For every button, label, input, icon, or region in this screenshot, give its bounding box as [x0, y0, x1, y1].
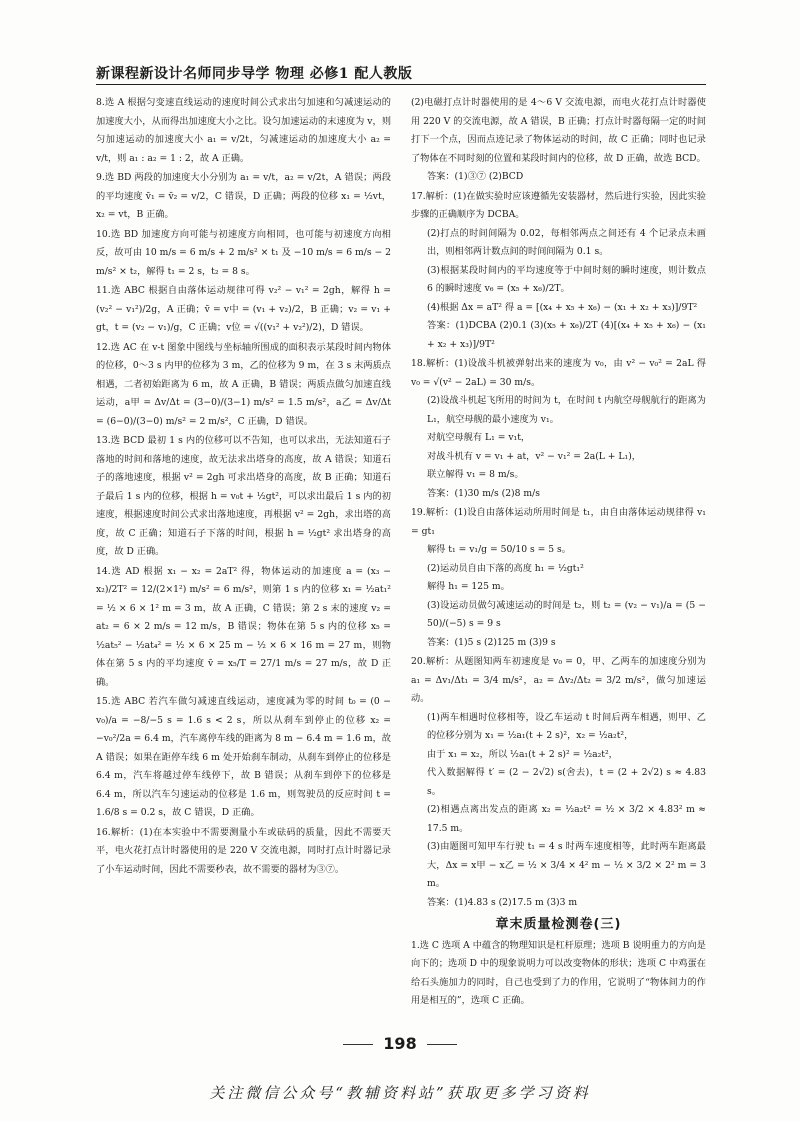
solution-line: 9.选 BD 两段的加速度大小分别为 a₁ = v/t，a₂ = v/2t，A 错误；两段的平均速度 v̄₁ = v̄₂ = v/2，C 错误，D 正确；两段的位移 x₁ = ½vt，x₂ = vt，B 正确。: [96, 172, 391, 220]
solution-line: 解得 t₁ = v₁/g = 50/10 s = 5 s。: [427, 544, 571, 555]
solution-line: 1.选 C 选项 A 中蕴含的物理知识是杠杆原理；选项 B 说明重力的方向是向下的；选项 D 中的现象说明力可以改变物体的形状；选项 C 中鸡蛋在给石头施加力的同时，自己也受到了力的作用，它说明了“物体间力的作用是相互的”，选项 C 正确。: [411, 939, 706, 1006]
footer-note: 关注微信公众号“教辅资料站”获取更多学习资料: [209, 1084, 591, 1102]
solution-line: 答案：(1)DCBA (2)0.1 (3)(x₅ + x₆)/2T (4)[(x₄ + x₅ + x₆) − (x₁ + x₂ + x₃)]/9T²: [427, 320, 706, 350]
running-header: 新课程新设计名师同步导学 物理 必修1 配人教版: [96, 66, 413, 82]
solution-item-16b: [411, 94, 706, 187]
solution-item-9: [96, 169, 391, 225]
solution-item-12: [96, 339, 391, 432]
solution-item-11: [96, 282, 391, 338]
solution-item-s1: [411, 937, 706, 1011]
page-number-text: 198: [383, 1034, 417, 1053]
solution-line: 代入数据解得 t′ = (2 − 2√2) s(舍去)，t = (2 + 2√2) s ≈ 4.83 s。: [427, 767, 706, 797]
solution-item-16: [96, 824, 391, 880]
solution-line: 对战斗机有 v = v₁ + at，v² − v₁² = 2a(L + L₁)，: [427, 450, 641, 462]
right-column: [411, 94, 706, 1012]
solution-line: 18.解析：(1)设战斗机被弹射出来的速度为 v₀，由 v² − v₀² = 2aL 得 v₀ = √(v² − 2aL) = 30 m/s。: [411, 358, 706, 388]
page-number: [0, 1034, 800, 1053]
solution-line: 11.选 ABC 根据自由落体运动规律可得 v₂² − v₁² = 2gh，解得 h = (v₂² − v₁²)/2g，A 正确；v̄ = v中 = (v₁ + v₂)/2，B 正确；v₂ = v₁ + gt，t = (v₂ − v₁)/g，C 正确；v位 = √((v₁² + v₂²)/2)，D 错误。: [96, 285, 391, 333]
solution-line: 20.解析：从题图知两车初速度是 v₀ = 0，甲、乙两车的加速度分别为 a₁ = Δv₁/Δt₁ = 3/4 m/s²，a₂ = Δv₂/Δt₂ = 3/2 m/s²，做匀加速运动。: [411, 656, 706, 704]
solution-line: 答案：(1)5 s (2)125 m (3)9 s: [427, 636, 556, 648]
header-rule: [96, 84, 706, 85]
solution-line: 19.解析：(1)设自由落体运动所用时间是 t₁，由自由落体运动规律得 v₁ = gt₁: [411, 507, 706, 537]
solution-line: (2)运动员自由下落的高度 h₁ = ½gt₁²: [427, 562, 584, 574]
solution-line: (2)电磁打点计时器使用的是 4～6 V 交流电源，而电火花打点计时器使用 220 V 的交流电源，故 A 错误，B 正确；打点计时器每隔一定的时间打下一个点，因而点迹记录了物体运动的时间，故 C 正确；同时也记录了物体在不同时刻的位置和某段时间内的位移，故 D 正确，故选 BCD。: [411, 97, 706, 164]
solution-line: (3)由题图可知甲车行驶 t₁ = 4 s 时两车速度相等，此时两车距离最大，Δx = x甲 − x乙 = ½ × 3/4 × 4² m − ½ × 3/2 × 2² m = 3 m。: [427, 841, 706, 889]
solution-item-17: [411, 188, 706, 355]
solution-line: 10.选 BD 加速度方向可能与初速度方向相同，也可能与初速度方向相反，故可由 10 m/s = 6 m/s + 2 m/s² × t₁ 及 −10 m/s = 6 m/s − 2 m/s² × t₂，解得 t₁ = 2 s，t₂ = 8 s。: [96, 228, 391, 277]
solution-line: 对航空母舰有 L₁ = v₁t，: [427, 432, 531, 443]
solution-line: 答案：(1)4.83 s (2)17.5 m (3)3 m: [427, 896, 578, 908]
page-number-dash-right: [427, 1044, 457, 1045]
section-title: 章末质量检测卷(三): [495, 917, 622, 932]
solution-line: 答案：(1)30 m/s (2)8 m/s: [427, 487, 540, 499]
solution-line: 8.选 A 根据匀变速直线运动的速度时间公式求出匀加速和匀减速运动的加速度大小，从而得出加速度大小之比。设匀加速运动的末速度为 v，则匀加速运动的加速度大小 a₁ = v/2t，匀减速运动的加速度大小 a₂ = v/t，则 a₁ : a₂ = 1 : 2，故 A 正确。: [96, 97, 391, 164]
solution-item-20: [411, 653, 706, 912]
solution-line: (3)根据某段时间内的平均速度等于中间时刻的瞬时速度，则计数点 6 的瞬时速度 v₆ = (x₅ + x₆)/2T。: [427, 264, 706, 294]
solution-line: 答案：(1)③⑦ (2)BCD: [427, 171, 524, 182]
solution-line: 15.选 ABC 若汽车做匀减速直线运动，速度减为零的时间 t₀ = (0 − v₀)/a = −8/−5 s = 1.6 s < 2 s，所以从刹车到停止的位移 x₂ = −v₀²/2a = 6.4 m，汽车离停车线的距离为 8 m − 6.4 m = 1.6 m，故 A 错误；如果在距停车线 6 m 处开始刹车制动，从刹车到停止的位移是 6.4 m，汽车将越过停车线停下，故 B 错误；从刹车到停下的位移是 6.4 m，所以汽车匀速运动的位移是 1.6 m，则驾驶员的反应时间 t = 1.6/8 s = 0.2 s，故 C 错误，D 正确。: [96, 696, 391, 818]
page-number-dash-left: [343, 1044, 373, 1045]
solution-line: 12.选 AC 在 v-t 图象中图线与坐标轴所围成的面积表示某段时间内物体的位移，0～3 s 内甲的位移为 3 m，乙的位移为 9 m，在 3 s 末两质点相遇，二者初始距离为 6 m，故 A 正确，B 错误；两质点做匀加速直线运动，a甲 = Δv/Δt = (3−0)/(3−1) m/s² = 1.5 m/s²，a乙 = Δv/Δt = (6−0)/(3−0) m/s² = 2 m/s²，C 正确，D 错误。: [96, 341, 391, 427]
solution-line: 解得 h₁ = 125 m。: [427, 581, 510, 592]
solution-item-19: [411, 504, 706, 652]
solution-line: (2)相遇点离出发点的距离 x₂ = ½a₂t² = ½ × 3/2 × 4.83² m ≈ 17.5 m。: [427, 804, 706, 834]
solution-item-13: [96, 432, 391, 562]
solution-line: (4)根据 Δx = aT² 得 a = [(x₄ + x₅ + x₆) − (x₁ + x₂ + x₃)]/9T²: [427, 301, 698, 313]
solution-line: 联立解得 v₁ = 8 m/s。: [427, 469, 524, 480]
solution-line: (1)两车相遇时位移相等，设乙车运动 t 时间后两车相遇，则甲、乙的位移分别为 x₁ = ½a₁(t + 2 s)²，x₂ = ½a₂t²，: [427, 711, 706, 741]
solution-item-10: [96, 226, 391, 282]
solution-line: 16.解析：(1)在本实验中不需要测量小车或砝码的质量，因此不需要天平，电火花打点计时器使用的是 220 V 交流电源，同时打点计时器记录了小车运动时间，因此不需要秒表，故不需要的器材为③⑦。: [96, 826, 391, 875]
solution-item-15: [96, 693, 391, 823]
solution-line: 17.解析：(1)在做实验时应该遵循先安装器材，然后进行实验，因此实验步骤的正确顺序为 DCBA。: [411, 190, 706, 220]
solution-item-18: [411, 355, 706, 503]
solution-line: (3)设运动员做匀减速运动的时间是 t₂，则 t₂ = (v₂ − v₁)/a = (5 − 50)/(−5) s = 9 s: [427, 599, 706, 629]
solution-line: 13.选 BCD 最初 1 s 内的位移可以不告知，也可以求出，无法知道石子落地的时间和落地的速度，故无法求出塔身的高度，故 A 错误；知道石子的落地速度，根据 v² = 2gh 可求出塔身的高度，故 B 正确；知道石子最后 1 s 内的位移，根据 h = v₀t + ½gt²，可以求出最后 1 s 内的初速度，根据速度时间公式求出落地速度，再根据 v² = 2gh，求出塔的高度，故 C 正确；知道石子下落的时间，根据 h = ½gt² 求出塔身的高度，故 D 正确。: [96, 435, 391, 557]
solution-line: 14.选 AD 根据 x₁ − x₂ = 2aT² 得，物体运动的加速度 a = (x₃ − x₂)/2T² = 12/(2×1²) m/s² = 6 m/s²，则第 1 s 内的位移 x₁ = ½at₁² = ½ × 6 × 1² m = 3 m，故 A 正确，C 错误；第 2 s 末的速度 v₂ = at₂ = 6 × 2 m/s = 12 m/s，B 错误；物体在第 5 s 内的位移 x₅ = ½at₅² − ½at₄² = ½ × 6 × 25 m − ½ × 6 × 16 m = 27 m，则物体在第 5 s 内的平均速度 v̄ = x₅/T = 27/1 m/s = 27 m/s，故 D 正确。: [96, 565, 391, 688]
left-column: [96, 94, 391, 880]
solution-line: (2)设战斗机起飞所用的时间为 t，在时间 t 内航空母舰航行的距离为 L₁，航空母舰的最小速度为 v₁。: [427, 395, 706, 425]
solution-line: (2)打点的时间间隔为 0.02，每相邻两点之间还有 4 个记录点未画出，则相邻两计数点间的时间间隔为 0.1 s。: [427, 227, 706, 257]
solution-line: 由于 x₁ = x₂，所以 ½a₁(t + 2 s)² = ½a₂t²，: [427, 748, 618, 760]
solution-item-14: [96, 563, 391, 693]
solution-item-8: [96, 94, 391, 168]
